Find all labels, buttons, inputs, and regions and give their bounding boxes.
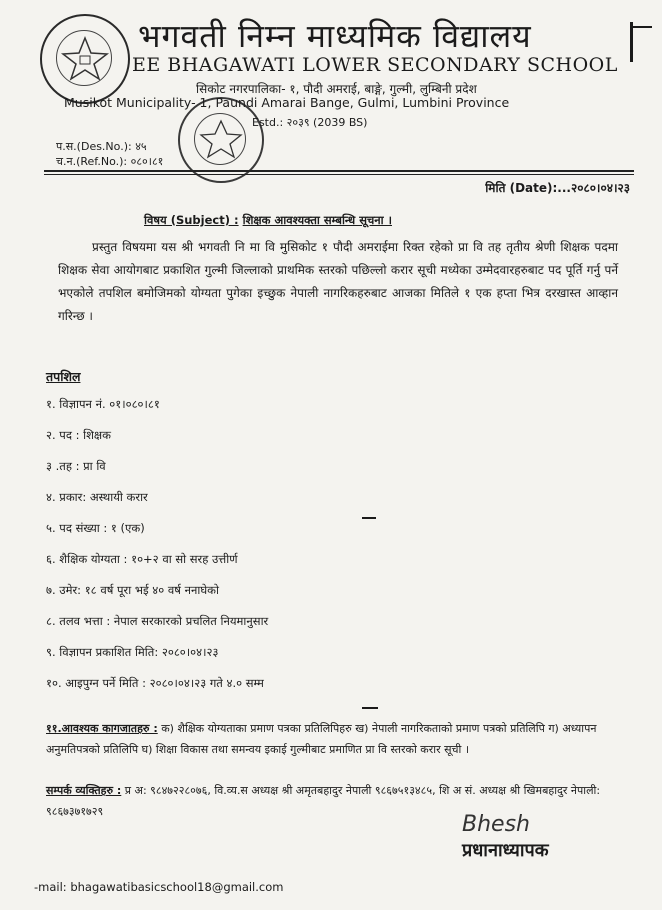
address-nepali: सिकोट नगरपालिका- १, पौदी अमराई, बाङ्गे, गुल्मी, लुम्बिनी प्रदेश [196,82,477,96]
detail-item: १०. आइपुग्न पर्ने मिति : २०८०।०४।२३ गते ४.० सम्म [46,676,264,690]
contact-persons [46,780,626,822]
school-email: -mail: bhagawatibasicschool18@gmail.com [34,880,284,894]
subject-label: विषय (Subject) : [144,213,239,227]
details-heading: तपशिल [46,369,81,384]
contacts-label: सम्पर्क व्यक्तिहरु : [46,784,122,797]
reference-number: च.न.(Ref.No.): ०८०।८१ [56,155,164,168]
detail-item: ५. पद संख्या : १ (एक) [46,521,145,535]
detail-item: १. विज्ञापन नं. ०१।०८०।८१ [46,397,160,411]
subject-text: शिक्षक आवश्यक्ता सम्बन्धि सूचना । [242,213,392,227]
documents-label: ११.आवश्यक कागजातहरु : [46,722,158,735]
margin-mark [632,26,652,28]
stamp-emblem-icon [180,99,262,181]
detail-item: ९. विज्ञापन प्रकाशित मिति: २०८०।०४।२३ [46,645,219,659]
margin-mark [362,517,376,519]
contacts-text: प्र अ: ९८४७२२८०७६, वि.व्य.स अध्यक्ष श्री अमृतबहादुर नेपाली ९८६७५१३४८५, शि अ सं. अध्यक्ष श्री खिमबहादुर नेपाली: ९८६७३७१७२९ [46,784,601,818]
school-logo-seal [40,14,130,104]
detail-item: ४. प्रकार: अस्थायी करार [46,490,148,504]
header-divider-thin [44,174,634,175]
detail-item: ६. शैक्षिक योग्यता : १०+२ वा सो सरह उत्तीर्ण [46,552,238,566]
signatory-title: प्रधानाध्यापक [462,840,549,861]
margin-mark [630,22,633,62]
address-english: Musikot Municipality- 1, Paundi Amarai Bange, Gulmi, Lumbini Province [64,95,510,110]
established-year: Estd.: २०३९ (2039 BS) [252,116,368,129]
documents-text: क) शैक्षिक योग्यताका प्रमाण पत्रका प्रतिलिपिहरु ख) नेपाली नागरिकताको प्रमाण पत्रको प्रतिलिपि ग) अध्यापन अनुमतिपत्रको प्रतिलिपि घ) शिक्षा विकास तथा समन्वय इकाई गुल्मीबाट प्रमाणित प्रा वि स्तरको करार सूची । [46,722,597,756]
detail-item: ७. उमेर: १८ वर्ष पूरा भई ४० वर्ष ननाघेको [46,583,219,597]
school-name-nepali: भगवती निम्न माध्यमिक विद्यालय [138,17,532,55]
detail-item: २. पद : शिक्षक [46,428,111,442]
signature: Bhesh [462,812,530,837]
body-paragraph: प्रस्तुत विषयमा यस श्री भगवती नि मा वि मुसिकोट १ पौदी अमराईमा रिक्त रहेको प्रा वि तह तृतीय श्रेणी शिक्षक पदमा शिक्षक सेवा आयोगबाट प्रकाशित गुल्मी जिल्लाको प्राथमिक स्तरको पछिल्लो करार सूची मध्येका उम्मेदवारहरुबाट पद पूर्ति गर्नु पर्ने भएकोले तपशिल बमोजिमको योग्यता पुगेका इच्छुक नेपाली नागरिकहरुबाट आजका मितिले १ एक हप्ता भित्र दरखास्त आव्हान गरिन्छ । [58,240,618,323]
required-documents [46,718,626,760]
letter-date: मिति (Date):...२०८०।०४।२३ [485,181,630,195]
detail-item: ३ .तह : प्रा वि [46,459,106,473]
star-emblem-icon [42,16,128,102]
header-divider [44,170,634,172]
school-name-english: EE BHAGAWATI LOWER SECONDARY SCHOOL [132,54,618,76]
dispatch-number: प.स.(Des.No.): ४५ [56,140,147,153]
margin-mark [362,707,378,709]
detail-item: ८. तलव भत्ता : नेपाल सरकारको प्रचलित नियमानुसार [46,614,269,628]
subject-line [144,213,392,228]
